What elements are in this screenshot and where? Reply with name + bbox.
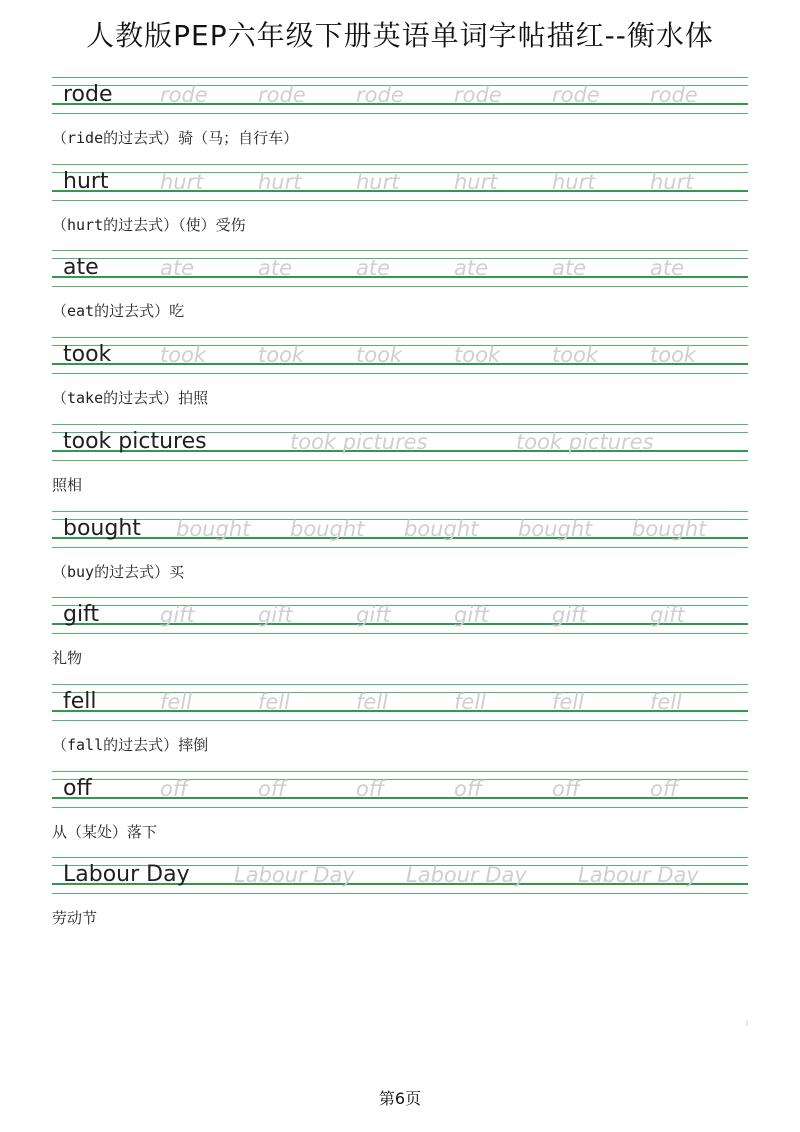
practice-word: took pictures <box>63 429 207 454</box>
trace-word: off <box>356 777 385 801</box>
word-meaning: 照相 <box>52 476 83 494</box>
trace-word: bought <box>518 517 593 541</box>
trace-word: took <box>160 343 207 367</box>
trace-word: fell <box>552 690 584 714</box>
trace-word: took <box>552 343 599 367</box>
trace-word: took <box>650 343 697 367</box>
practice-word: bought <box>63 516 141 541</box>
baseline <box>52 710 748 712</box>
word-meaning: （eat的过去式）吃 <box>52 302 185 320</box>
guide-line <box>52 807 748 808</box>
trace-word: fell <box>356 690 388 714</box>
guide-line <box>52 684 748 685</box>
guide-line <box>52 605 748 606</box>
writing-lines <box>52 684 748 724</box>
trace-word: hurt <box>650 170 694 194</box>
trace-word: rode <box>552 83 600 107</box>
baseline <box>52 190 748 192</box>
word-entry <box>52 77 748 163</box>
trace-word: ate <box>650 256 685 280</box>
trace-word: hurt <box>258 170 302 194</box>
trace-word: ate <box>160 256 195 280</box>
trace-word: took <box>454 343 501 367</box>
practice-word: off <box>63 776 92 801</box>
trace-word: gift <box>258 603 293 627</box>
word-entry <box>52 164 748 250</box>
trace-word: bought <box>290 517 365 541</box>
word-meaning: （ride的过去式）骑（马；自行车） <box>52 129 299 147</box>
guide-line <box>52 771 748 772</box>
guide-line <box>52 692 748 693</box>
trace-word: hurt <box>454 170 498 194</box>
word-meaning: （fall的过去式）摔倒 <box>52 736 209 754</box>
trace-word: Labour Day <box>234 863 355 887</box>
guide-line <box>52 373 748 374</box>
guide-line <box>52 720 748 721</box>
word-entry <box>52 337 748 423</box>
trace-word: took <box>356 343 403 367</box>
word-entry <box>52 597 748 683</box>
writing-lines <box>52 597 748 637</box>
guide-line <box>52 893 748 894</box>
trace-word: off <box>552 777 581 801</box>
trace-word: ate <box>552 256 587 280</box>
trace-word: off <box>650 777 679 801</box>
trace-word: hurt <box>356 170 400 194</box>
guide-line <box>52 258 748 259</box>
word-meaning: 从（某处）落下 <box>52 823 158 841</box>
practice-word: took <box>63 342 112 367</box>
trace-word: ate <box>258 256 293 280</box>
baseline <box>52 797 748 799</box>
practice-word: ate <box>63 255 99 280</box>
trace-word: hurt <box>552 170 596 194</box>
trace-word: gift <box>454 603 489 627</box>
word-meaning: （take的过去式）拍照 <box>52 389 209 407</box>
baseline <box>52 623 748 625</box>
word-entry <box>52 771 748 857</box>
guide-line <box>52 172 748 173</box>
guide-line <box>52 633 748 634</box>
word-entry <box>52 684 748 770</box>
trace-word: gift <box>356 603 391 627</box>
word-meaning: （hurt的过去式）（使）受伤 <box>52 216 246 234</box>
guide-line <box>52 597 748 598</box>
trace-word: hurt <box>160 170 204 194</box>
trace-word: bought <box>404 517 479 541</box>
trace-word: off <box>258 777 287 801</box>
guide-line <box>52 250 748 251</box>
trace-word: rode <box>356 83 404 107</box>
word-meaning: 劳动节 <box>52 909 98 927</box>
trace-word: gift <box>650 603 685 627</box>
practice-word: rode <box>63 82 113 107</box>
guide-line <box>52 779 748 780</box>
scan-mark <box>746 1020 748 1026</box>
trace-word: rode <box>160 83 208 107</box>
trace-word: fell <box>454 690 486 714</box>
trace-word: rode <box>454 83 502 107</box>
guide-line <box>52 460 748 461</box>
trace-word: fell <box>258 690 290 714</box>
word-meaning: 礼物 <box>52 649 83 667</box>
trace-word: bought <box>176 517 251 541</box>
trace-word: Labour Day <box>578 863 699 887</box>
trace-word: gift <box>160 603 195 627</box>
trace-word: rode <box>650 83 698 107</box>
writing-lines <box>52 250 748 290</box>
practice-word: hurt <box>63 169 109 194</box>
baseline <box>52 276 748 278</box>
page-title: 人教版PEP六年级下册英语单词字帖描红--衡水体 <box>86 19 714 52</box>
word-entry <box>52 250 748 336</box>
word-entry <box>52 424 748 510</box>
writing-lines <box>52 164 748 204</box>
writing-lines <box>52 771 748 811</box>
page-number: 第6页 <box>378 1089 422 1108</box>
trace-word: took pictures <box>516 430 654 454</box>
word-meaning: （buy的过去式）买 <box>52 563 185 581</box>
guide-line <box>52 164 748 165</box>
trace-word: fell <box>650 690 682 714</box>
practice-word: fell <box>63 689 97 714</box>
word-entry <box>52 511 748 597</box>
guide-line <box>52 547 748 548</box>
trace-word: rode <box>258 83 306 107</box>
trace-word: took pictures <box>290 430 428 454</box>
guide-line <box>52 200 748 201</box>
trace-word: bought <box>632 517 707 541</box>
trace-word: ate <box>356 256 391 280</box>
trace-word: Labour Day <box>406 863 527 887</box>
trace-word: took <box>258 343 305 367</box>
guide-line <box>52 286 748 287</box>
practice-word: gift <box>63 602 100 627</box>
guide-line <box>52 113 748 114</box>
trace-word: fell <box>160 690 192 714</box>
trace-word: ate <box>454 256 489 280</box>
word-entry <box>52 857 748 943</box>
trace-word: gift <box>552 603 587 627</box>
trace-word: off <box>160 777 189 801</box>
trace-word: off <box>454 777 483 801</box>
practice-word: Labour Day <box>63 862 190 887</box>
